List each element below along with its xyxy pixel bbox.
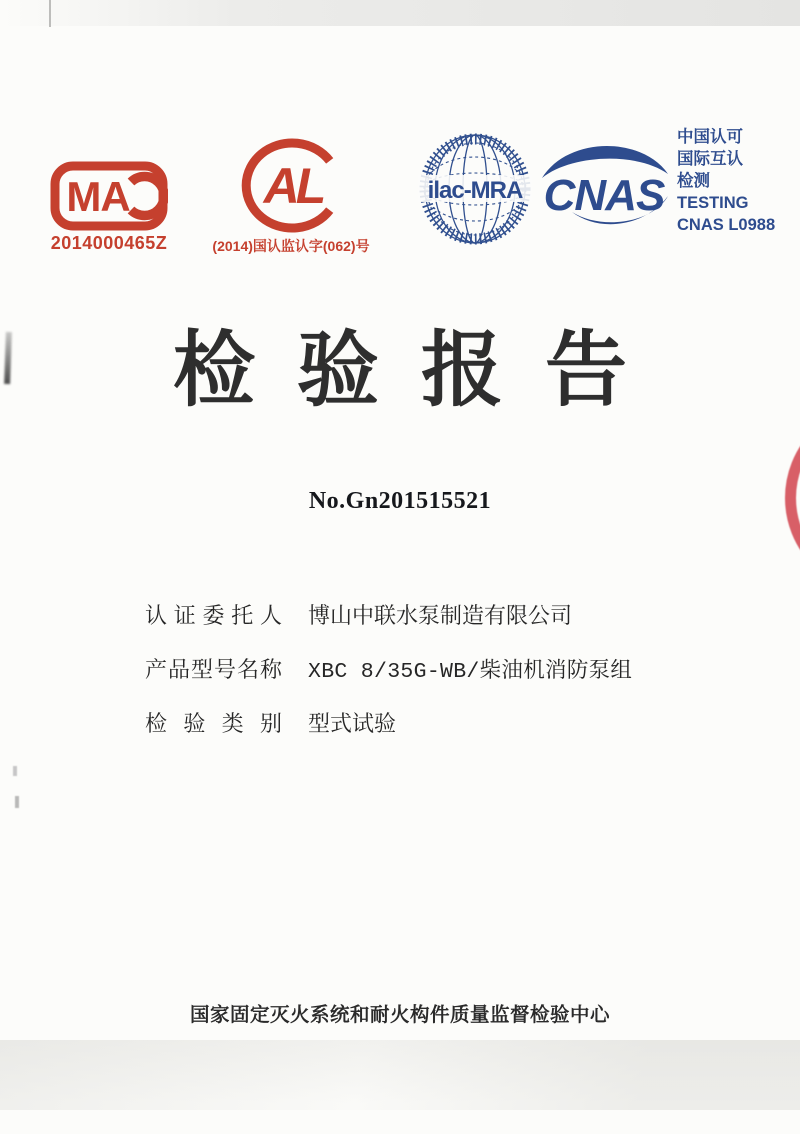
field-label: 检验类别 bbox=[145, 711, 282, 736]
field-row-product-model bbox=[145, 653, 632, 707]
cma-registration-number: 2014000465Z bbox=[50, 233, 168, 253]
cma-letters: MA bbox=[66, 173, 130, 220]
field-value: 博山中联水泵制造有限公司 bbox=[308, 603, 573, 628]
cnas-letters: CNAS bbox=[543, 171, 665, 220]
field-label: 认证委托人 bbox=[145, 603, 282, 628]
cal-logo bbox=[240, 135, 344, 236]
cma-logo bbox=[50, 161, 168, 231]
report-title: 检验报告 bbox=[172, 325, 669, 416]
scan-artifact-bottom-band bbox=[0, 1040, 800, 1110]
report-number: No.Gn201515521 bbox=[308, 488, 492, 514]
scan-artifact-vertical-line bbox=[49, 0, 51, 27]
accreditation-line: 检测 bbox=[677, 172, 710, 190]
cal-approval-number: (2014)国认监认字(062)号 bbox=[212, 238, 370, 254]
cnas-logo bbox=[540, 136, 670, 234]
accreditation-line: CNAS L0988 bbox=[677, 216, 776, 234]
issuing-center-name: 国家固定灭火系统和耐火构件质量监督检验中心 bbox=[189, 1004, 610, 1026]
accreditation-line: 国际互认 bbox=[677, 150, 743, 168]
accreditation-line: 中国认可 bbox=[677, 128, 743, 146]
report-fields bbox=[145, 599, 632, 761]
field-row-applicant bbox=[145, 599, 632, 653]
scan-artifact-dot bbox=[15, 796, 19, 808]
field-value: XBC 8/35G-WB/柴油机消防泵组 bbox=[308, 660, 633, 684]
field-value: 型式试验 bbox=[308, 711, 397, 736]
scan-artifact-dot bbox=[13, 766, 17, 776]
field-label: 产品型号名称 bbox=[145, 657, 282, 682]
ilac-mra-logo bbox=[418, 126, 532, 252]
field-row-inspection-type bbox=[145, 707, 632, 761]
accreditation-line: TESTING bbox=[677, 194, 749, 212]
cal-letters: AL bbox=[263, 158, 323, 214]
accreditation-text-block bbox=[677, 126, 775, 236]
scan-artifact-top-band bbox=[0, 0, 800, 26]
ilac-mra-text: ilac-MRA bbox=[427, 177, 523, 204]
